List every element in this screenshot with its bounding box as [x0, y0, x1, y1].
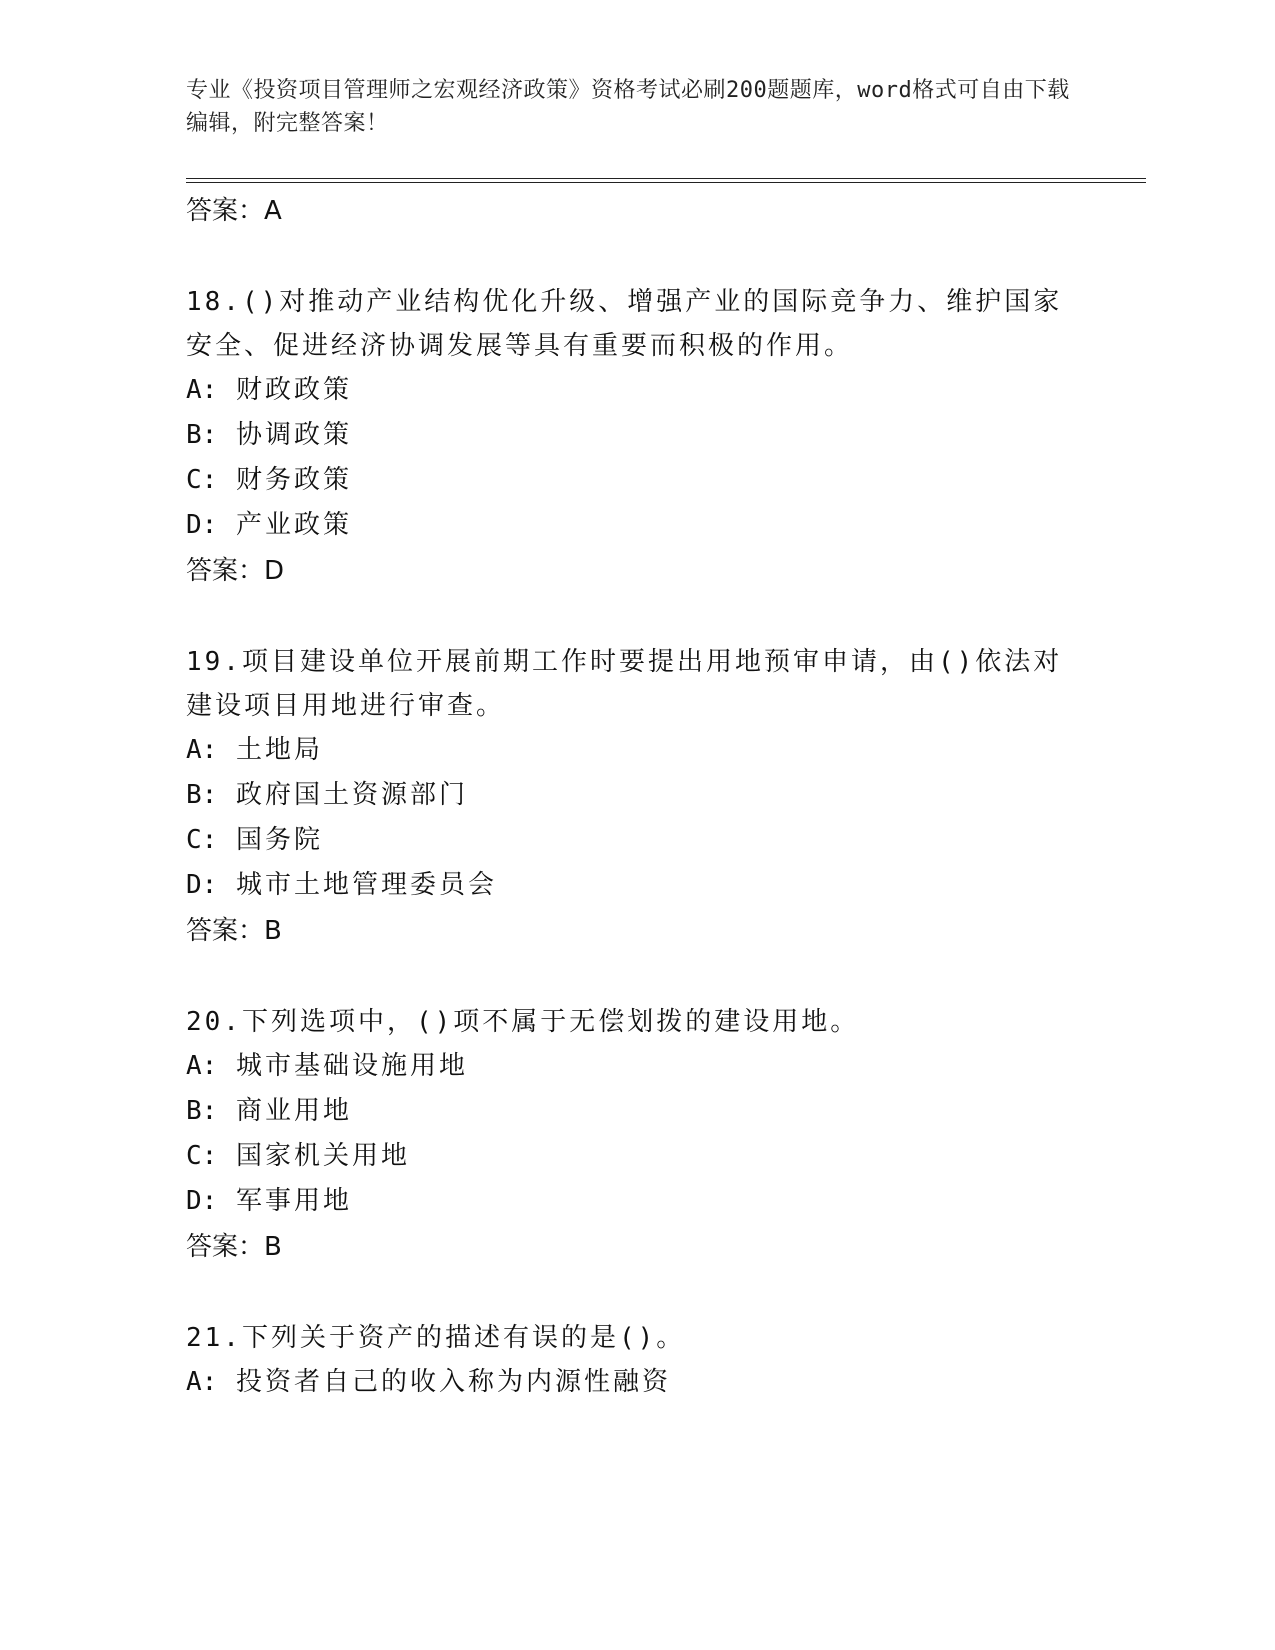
question-text — [186, 280, 1066, 368]
option-a — [186, 728, 1146, 773]
option-a — [186, 1044, 1146, 1089]
question-text — [186, 1000, 1066, 1044]
option-text: 军事用地 — [235, 1186, 352, 1216]
option-text: 土地局 — [235, 735, 323, 765]
option-b — [186, 773, 1146, 818]
question-text — [186, 640, 1066, 728]
option-text: 投资者自己的收入称为内源性融资 — [235, 1367, 671, 1397]
option-c — [186, 1134, 1146, 1179]
question-19 — [186, 640, 1146, 954]
option-c — [186, 818, 1146, 863]
question-number: 21. — [186, 1323, 242, 1353]
question-21 — [186, 1316, 1146, 1405]
option-text: 协调政策 — [235, 420, 352, 450]
answer-line: 答案：D — [186, 556, 285, 586]
option-text: 城市基础设施用地 — [235, 1051, 468, 1081]
option-label: D: — [186, 870, 218, 900]
option-text: 国务院 — [235, 825, 323, 855]
answer-line: 答案：B — [186, 916, 282, 946]
option-d — [186, 863, 1146, 908]
option-c — [186, 458, 1146, 503]
question-18 — [186, 280, 1146, 594]
option-label: A: — [186, 375, 218, 405]
option-label: B: — [186, 420, 218, 450]
option-label: A: — [186, 1051, 218, 1081]
option-d — [186, 1179, 1146, 1224]
question-number: 18. — [186, 287, 242, 317]
option-label: B: — [186, 780, 218, 810]
answer-line: 答案：B — [186, 1232, 282, 1262]
option-text: 产业政策 — [235, 510, 352, 540]
option-text: 城市土地管理委员会 — [235, 870, 497, 900]
question-text — [186, 1316, 1066, 1360]
option-label: A: — [186, 1367, 218, 1397]
option-d — [186, 503, 1146, 548]
option-text: 财政政策 — [235, 375, 352, 405]
question-list — [186, 188, 1146, 1405]
header-divider — [186, 178, 1146, 183]
question-body: 下列关于资产的描述有误的是()。 — [241, 1323, 686, 1353]
option-text: 政府国土资源部门 — [235, 780, 468, 810]
question-20 — [186, 1000, 1146, 1270]
option-label: B: — [186, 1096, 218, 1126]
question-body: 下列选项中，()项不属于无偿划拨的建设用地。 — [241, 1007, 860, 1037]
option-a — [186, 1360, 1146, 1405]
question-number: 19. — [186, 647, 242, 677]
option-label: C: — [186, 465, 218, 495]
document-header: 专业《投资项目管理师之宏观经济政策》资格考试必刷200题题库，word格式可自由下载编辑，附完整答案！ — [186, 78, 1070, 136]
question-body: ()对推动产业结构优化升级、增强产业的国际竞争力、维护国家安全、促进经济协调发展等具有重要而积极的作用。 — [186, 287, 1063, 361]
option-text: 财务政策 — [235, 465, 352, 495]
option-text: 商业用地 — [235, 1096, 352, 1126]
option-b — [186, 413, 1146, 458]
question-body: 项目建设单位开展前期工作时要提出用地预审申请，由()依法对建设项目用地进行审查。 — [186, 647, 1063, 721]
option-label: C: — [186, 1141, 218, 1171]
option-text: 国家机关用地 — [235, 1141, 410, 1171]
question-number: 20. — [186, 1007, 242, 1037]
option-label: D: — [186, 510, 218, 540]
option-b — [186, 1089, 1146, 1134]
option-a — [186, 368, 1146, 413]
option-label: C: — [186, 825, 218, 855]
option-label: A: — [186, 735, 218, 765]
answer-line: 答案：A — [186, 196, 282, 226]
option-label: D: — [186, 1186, 218, 1216]
